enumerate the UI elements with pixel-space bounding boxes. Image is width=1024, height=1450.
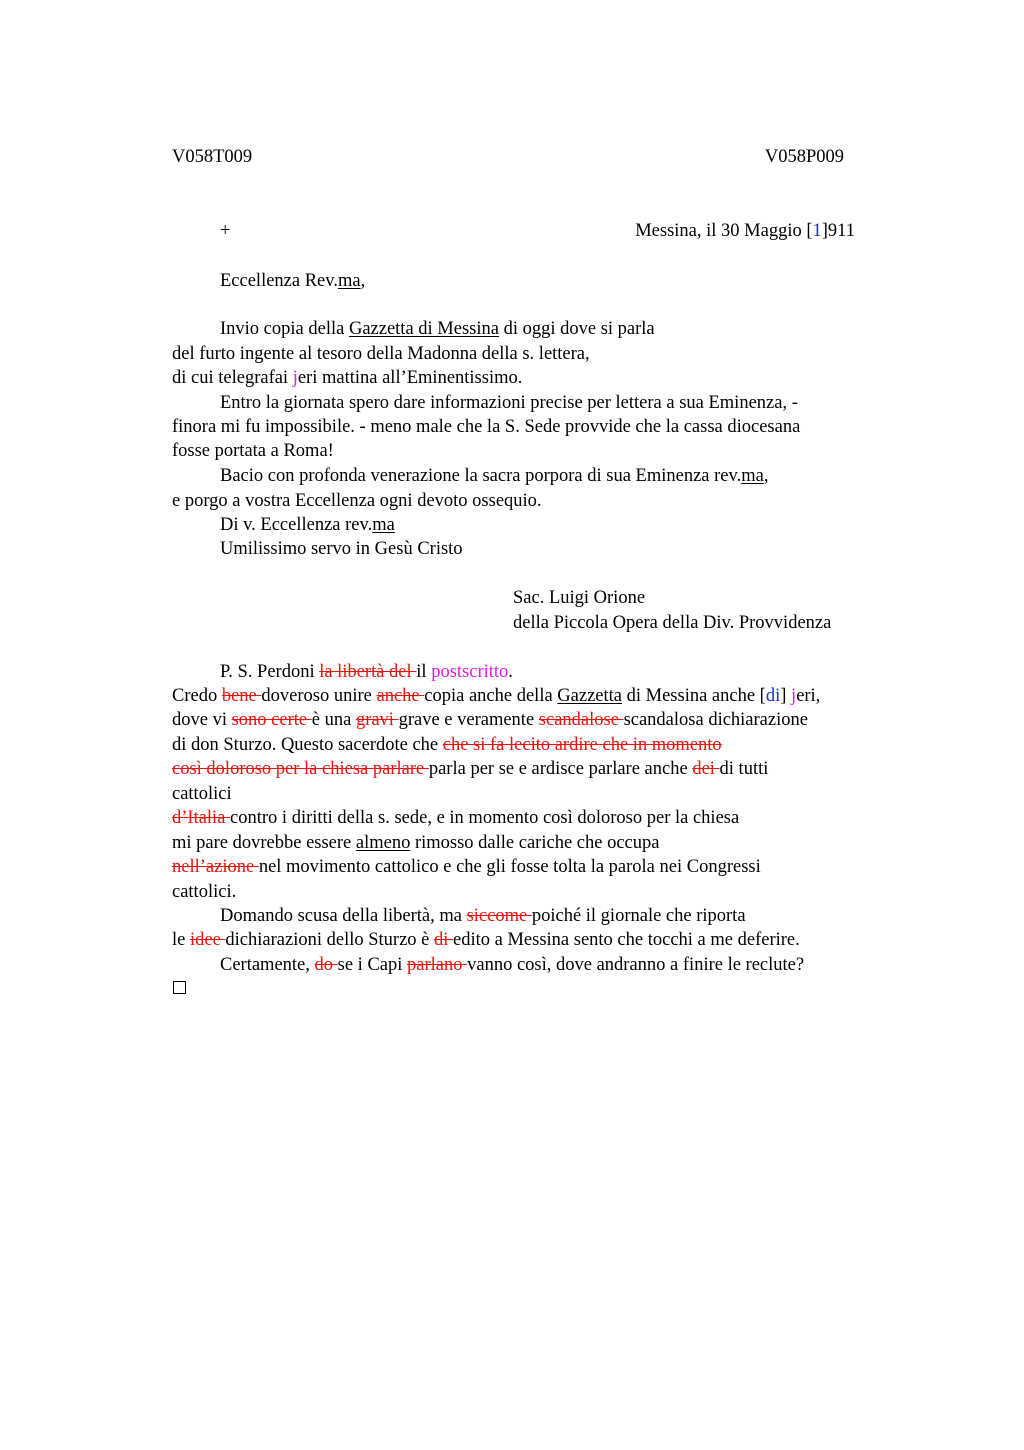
date-editorial: 1	[812, 221, 822, 241]
text: mi pare dovrebbe essere	[172, 833, 356, 853]
ps-line-12	[172, 929, 800, 951]
date-suffix: ]911	[821, 221, 855, 241]
deletion: che si fa lecito ardire che in momento	[442, 735, 722, 755]
text: nel movimento cattolico e che gli fosse tolta la parola nei Congressi	[258, 857, 761, 877]
text: di don Sturzo. Questo sacerdote che	[172, 735, 443, 755]
ps-line-3	[172, 709, 808, 731]
text: parla per se e ardisce parlare anche	[428, 759, 693, 779]
editorial: di	[765, 686, 781, 706]
p2-line-2: finora mi fu impossibile. - meno male che la S. Sede provvide che la cassa diocesana	[172, 417, 801, 437]
text: eri mattina all’Eminentissimo.	[297, 368, 523, 388]
p1-line-2: del furto ingente al tesoro della Madonna della s. lettera,	[172, 344, 590, 364]
deletion: dei	[692, 759, 720, 779]
abbrev: ma	[741, 466, 764, 486]
ps-line-5	[172, 758, 768, 780]
deletion: parlano	[407, 955, 468, 975]
deletion: nell’azione	[172, 857, 259, 877]
deletion: sono certe	[231, 710, 312, 730]
deletion: anche	[376, 686, 425, 706]
deletion: di	[434, 930, 454, 950]
text: se i Capi	[337, 955, 408, 975]
text: poiché il giornale che riporta	[531, 906, 746, 926]
deletion: la libertà del	[319, 662, 417, 682]
addition: postscritto	[431, 662, 509, 682]
text: copia anche della	[424, 686, 558, 706]
ps-line-11	[220, 905, 746, 927]
text: è una	[311, 710, 356, 730]
text: dichiarazioni dello Sturzo è	[225, 930, 434, 950]
date-line	[635, 221, 855, 242]
newspaper-title: Gazzetta di Messina	[348, 319, 499, 339]
ps-line-8	[172, 832, 659, 854]
doc-code-left: V058T009	[172, 147, 253, 167]
salutation-comma: ,	[360, 271, 366, 291]
deletion: idee	[189, 930, 226, 950]
abbrev: ma	[372, 515, 395, 535]
text: di Messina anche [	[622, 686, 766, 706]
text: rimosso dalle cariche che occupa	[410, 833, 660, 853]
date-prefix: Messina, il 30 Maggio [	[635, 221, 813, 241]
p2-line-3: fosse portata a Roma!	[172, 441, 334, 461]
text: edito a Messina sento che tocchi a me deferire.	[453, 930, 800, 950]
text: Domando scusa della libertà, ma	[220, 906, 467, 926]
text: di tutti	[719, 759, 769, 779]
text: il	[416, 662, 432, 682]
p2-line-1: Entro la giornata spero dare informazioni precise per lettera a sua Eminenza, -	[220, 393, 798, 413]
text: di cui telegrafai	[172, 368, 293, 388]
closing-line-2: Umilissimo servo in Gesù Cristo	[220, 539, 463, 559]
ps-line-9	[172, 856, 761, 878]
ps-line-10: cattolici.	[172, 882, 237, 902]
text: Di v. Eccellenza rev.	[220, 515, 373, 535]
deletion: siccome	[466, 906, 532, 926]
salutation	[220, 270, 365, 292]
deletion: do	[314, 955, 338, 975]
addition: j	[292, 368, 298, 388]
doc-code-right: V058P009	[764, 147, 844, 167]
cross-mark: +	[220, 221, 231, 241]
deletion: scandalose	[538, 710, 624, 730]
salutation-text: Eccellenza Rev.	[220, 271, 338, 291]
end-mark-square-icon	[173, 981, 186, 994]
ps-line-2	[172, 685, 820, 707]
text: contro i diritti della s. sede, e in momento così doloroso per la chiesa	[230, 808, 740, 828]
p3-line-1	[220, 465, 768, 487]
text: doveroso unire	[261, 686, 377, 706]
salutation-abbrev: ma	[337, 271, 361, 291]
text: ,	[763, 466, 769, 486]
ps-line-13	[220, 954, 804, 976]
text: Credo	[172, 686, 222, 706]
text: di oggi dove si parla	[498, 319, 655, 339]
signature-title: della Piccola Opera della Div. Provvidenza	[513, 613, 832, 633]
text: eri,	[796, 686, 821, 706]
text: Certamente,	[220, 955, 315, 975]
text: Bacio con profonda venerazione la sacra porpora di sua Eminenza rev.	[220, 466, 742, 486]
addition: j	[791, 686, 797, 706]
text: P. S. Perdoni	[220, 662, 320, 682]
text: scandalosa dichiarazione	[623, 710, 808, 730]
text: .	[508, 662, 513, 682]
deletion: d’Italia	[172, 808, 231, 828]
p1-line-1	[220, 318, 655, 340]
p1-line-3	[172, 367, 522, 389]
closing-line-1	[220, 514, 395, 536]
ps-line-4	[172, 734, 722, 756]
signature-name: Sac. Luigi Orione	[513, 588, 646, 608]
deletion: così doloroso per la chiesa parlare	[172, 759, 429, 779]
p3-line-2: e porgo a vostra Eccellenza ogni devoto ossequio.	[172, 491, 542, 511]
text: dove vi	[172, 710, 232, 730]
underlined: almeno	[355, 833, 411, 853]
ps-line-7	[172, 807, 739, 829]
ps-line-6: cattolici	[172, 784, 232, 804]
text: ]	[780, 686, 792, 706]
deletion: gravi	[355, 710, 399, 730]
ps-line-1	[220, 661, 513, 683]
text: le	[172, 930, 190, 950]
text: vanno così, dove andranno a finire le reclute?	[467, 955, 805, 975]
deletion: bene	[221, 686, 262, 706]
text: Invio copia della	[220, 319, 349, 339]
newspaper-title: Gazzetta	[557, 686, 622, 706]
text: grave e veramente	[398, 710, 539, 730]
